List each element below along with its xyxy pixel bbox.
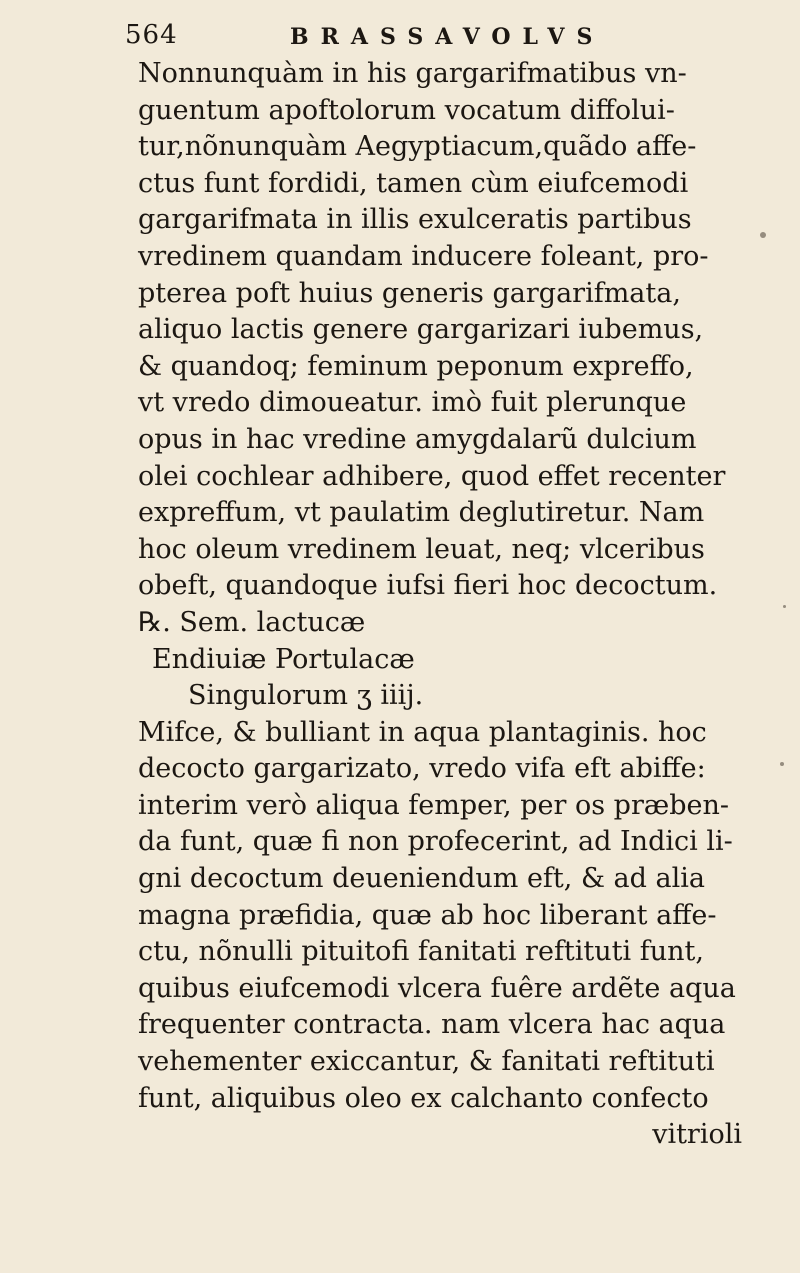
running-head: BRASSAVOLVS [290,24,605,50]
ink-smudge [780,762,784,766]
text-line: gargarifmata in illis exulceratis partibus [138,204,692,236]
text-line: vredinem quandam inducere foleant, pro- [138,240,709,272]
recipe-line: ℞. Sem. lactucæ [138,606,366,638]
catchword: vitrioli [652,1119,742,1151]
body-text [138,56,748,1154]
text-line: tur,nõnunquàm Aegyptiacum,quãdo affe- [138,131,697,163]
text-line: quibus eiufcemodi vlcera fuêre ardẽte aqua [138,972,736,1004]
text-line: hoc oleum vredinem leuat, neq; vlceribus [138,533,705,565]
text-line: opus in hac vredine amygdalarũ dulcium [138,423,697,455]
text-line: vehementer exiccantur, & fanitati reftituti [138,1046,715,1078]
text-line: ctu, nõnulli pituitofi fanitati reftituti funt, [138,936,704,968]
text-line: guentum apoftolorum vocatum diffolui- [138,94,675,126]
text-line: interim verò aliqua femper, per os præben- [138,789,730,821]
text-line: Nonnunquàm in his gargarifmatibus vn- [138,58,687,89]
text-line: vt vredo dimoueatur. imò fuit plerunque [138,387,687,419]
page-number: 564 [125,20,178,50]
ink-smudge [760,232,766,238]
text-line: funt, aliquibus oleo ex calchanto confecto [138,1082,709,1114]
text-line: olei cochlear adhibere, quod effet recenter [138,460,726,492]
text-line: ctus funt fordidi, tamen cùm eiufcemodi [138,167,689,199]
text-line: & quandoq; feminum peponum expreffo, [138,350,694,382]
text-line: Mifce, & bulliant in aqua plantaginis. hoc [138,716,707,748]
text-line: frequenter contracta. nam vlcera hac aqua [138,1009,726,1041]
recipe-line: Endiuiæ Portulacæ [152,643,415,675]
text-line: obeft, quandoque iufsi fieri hoc decoctum. [138,570,718,602]
text-line: expreffum, vt paulatim deglutiretur. Nam [138,497,705,529]
recipe-line: Singulorum ʒ iiij. [188,680,424,712]
text-line: magna præfidia, quæ ab hoc liberant affe- [138,899,717,931]
text-line: pterea poft huius generis gargarifmata, [138,277,681,309]
text-line: gni decoctum deueniendum eft, & ad alia [138,863,705,895]
text-line: da funt, quæ fi non profecerint, ad Indici li- [138,826,733,858]
ink-smudge [783,605,786,608]
text-line: aliquo lactis genere gargarizari iubemus, [138,314,704,346]
page-header [125,14,645,54]
text-line: decocto gargarizato, vredo vifa eft abiffe: [138,753,706,785]
